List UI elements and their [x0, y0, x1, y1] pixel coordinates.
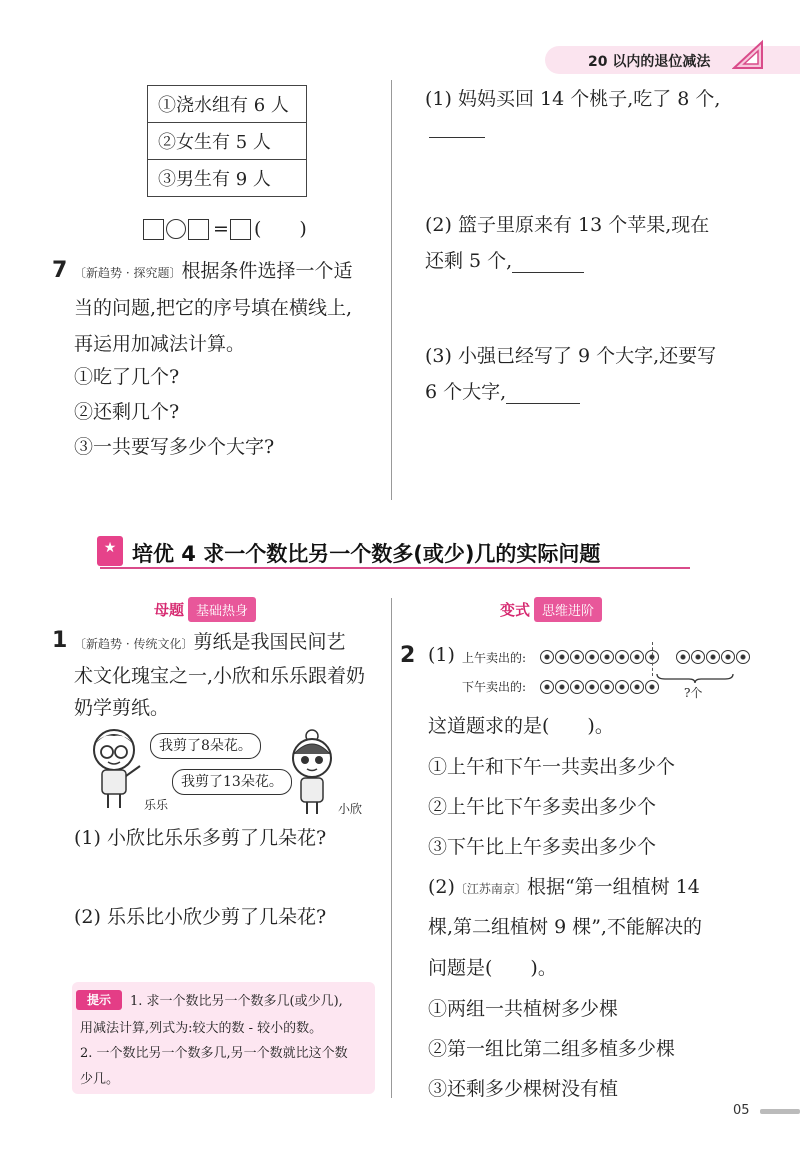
- flower-row-afternoon: [540, 676, 660, 695]
- question-7-line2: 当的问题,把它的序号填在横线上,: [74, 297, 353, 319]
- hint-line: 少几。: [80, 1072, 120, 1087]
- question-tag: 〔江苏南京〕: [454, 882, 527, 896]
- part2-line2: 棵,第二组植树 9 棵”,不能解决的: [428, 916, 702, 938]
- speech-bubble-xiaoxin: 我剪了13朵花。: [172, 769, 292, 795]
- answer-box[interactable]: [230, 219, 251, 240]
- chapter-title: 20 以内的退位减法: [588, 54, 711, 70]
- row-label-morning: 上午卖出的:: [462, 651, 527, 665]
- sub-question-2-line2: 还剩 5 个,: [425, 250, 584, 273]
- table-row: ②女生有 5 人: [148, 123, 307, 160]
- option-item: ③下午比上午多卖出多少个: [428, 836, 657, 858]
- unknown-count-label: ?个: [684, 686, 703, 700]
- operator-circle[interactable]: [166, 219, 186, 239]
- sub-question-1: (1) 妈妈买回 14 个桃子,吃了 8 个,: [425, 88, 721, 110]
- equals-sign: =: [213, 218, 229, 240]
- star-bookmark-icon: ★: [97, 536, 123, 566]
- sub-question-2-line1: (2) 篮子里原来有 13 个苹果,现在: [425, 214, 710, 236]
- hint-line: 用减法计算,列式为:较大的数 - 较小的数。: [80, 1021, 323, 1036]
- page-number: 05: [733, 1103, 750, 1118]
- sub-question-3-line1: (3) 小强已经写了 9 个大字,还要写: [425, 345, 717, 367]
- boy-lele-illustration: [86, 726, 146, 812]
- option-item: ①两组一共植树多少棵: [428, 998, 619, 1020]
- option-item: ③还剩多少棵树没有植: [428, 1078, 619, 1100]
- question-ask: 这道题求的是( )。: [428, 715, 614, 737]
- answer-blank[interactable]: [429, 137, 485, 138]
- table-row: ①浇水组有 6 人: [148, 86, 307, 123]
- question-tag: 〔新趋势 · 传统文化〕: [74, 637, 194, 651]
- option-item: ③一共要写多少个大字?: [74, 436, 275, 458]
- question-number: 1: [52, 628, 68, 653]
- option-item: ②上午比下午多卖出多少个: [428, 796, 657, 818]
- unit-paren[interactable]: ( ): [254, 218, 307, 240]
- set-square-icon: [732, 38, 766, 72]
- girl-xiaoxin-illustration: [282, 728, 342, 818]
- flower-row-morning: [540, 646, 751, 665]
- question-7-line1: 〔新趋势 · 探究题〕根据条件选择一个适: [74, 260, 353, 282]
- answer-box[interactable]: [188, 219, 209, 240]
- brace-icon: [655, 672, 735, 684]
- question-1-line3: 奶学剪纸。: [74, 697, 170, 719]
- sub-question-3-line2: 6 个大字,: [425, 381, 580, 404]
- question-1-line2: 术文化瑰宝之一,小欣和乐乐跟着奶: [74, 665, 366, 687]
- name-label-xiaoxin: 小欣: [338, 802, 363, 816]
- column-divider-bottom: [391, 598, 392, 1098]
- table-row: ③男生有 9 人: [148, 160, 307, 197]
- hint-line: 1. 求一个数比另一个数多几(或少几),: [130, 994, 343, 1009]
- name-label-lele: 乐乐: [144, 798, 169, 812]
- question-7-line3: 再运用加减法计算。: [74, 333, 246, 355]
- answer-blank[interactable]: [512, 250, 584, 273]
- section-title: 培优 4 求一个数比另一个数多(或少)几的实际问题: [132, 542, 601, 566]
- option-item: ②还剩几个?: [74, 401, 180, 423]
- answer-box[interactable]: [143, 219, 164, 240]
- part2-line1: (2)〔江苏南京〕根据“第一组植树 14: [428, 876, 700, 898]
- sub-question-1: (1) 小欣比乐乐多剪了几朵花?: [74, 827, 327, 849]
- part-label: (1): [428, 644, 455, 666]
- dashed-divider: [652, 642, 653, 676]
- page-bar: [760, 1109, 800, 1114]
- row-label-afternoon: 下午卖出的:: [462, 680, 527, 694]
- answer-blank[interactable]: [506, 381, 580, 404]
- question-number: 2: [400, 643, 416, 668]
- question-tag: 〔新趋势 · 探究题〕: [74, 266, 182, 280]
- hint-badge: 提示: [76, 990, 122, 1010]
- option-item: ①上午和下午一共卖出多少个: [428, 756, 676, 778]
- condition-table: [147, 85, 307, 197]
- speech-bubble-lele: 我剪了8朵花。: [150, 733, 261, 759]
- part2-line3: 问题是( )。: [428, 957, 557, 979]
- hint-line: 2. 一个数比另一个数多几,另一个数就比这个数: [80, 1046, 348, 1061]
- subheading-mother-question: 母题 基础热身: [150, 596, 256, 622]
- option-item: ②第一组比第二组多植多少棵: [428, 1038, 676, 1060]
- option-item: ①吃了几个?: [74, 366, 180, 388]
- sub-question-2: (2) 乐乐比小欣少剪了几朵花?: [74, 906, 327, 928]
- column-divider-top: [391, 80, 392, 500]
- question-1-line1: 〔新趋势 · 传统文化〕剪纸是我国民间艺: [74, 631, 346, 653]
- subheading-variant: 变式 思维进阶: [496, 596, 602, 622]
- question-number: 7: [52, 258, 68, 283]
